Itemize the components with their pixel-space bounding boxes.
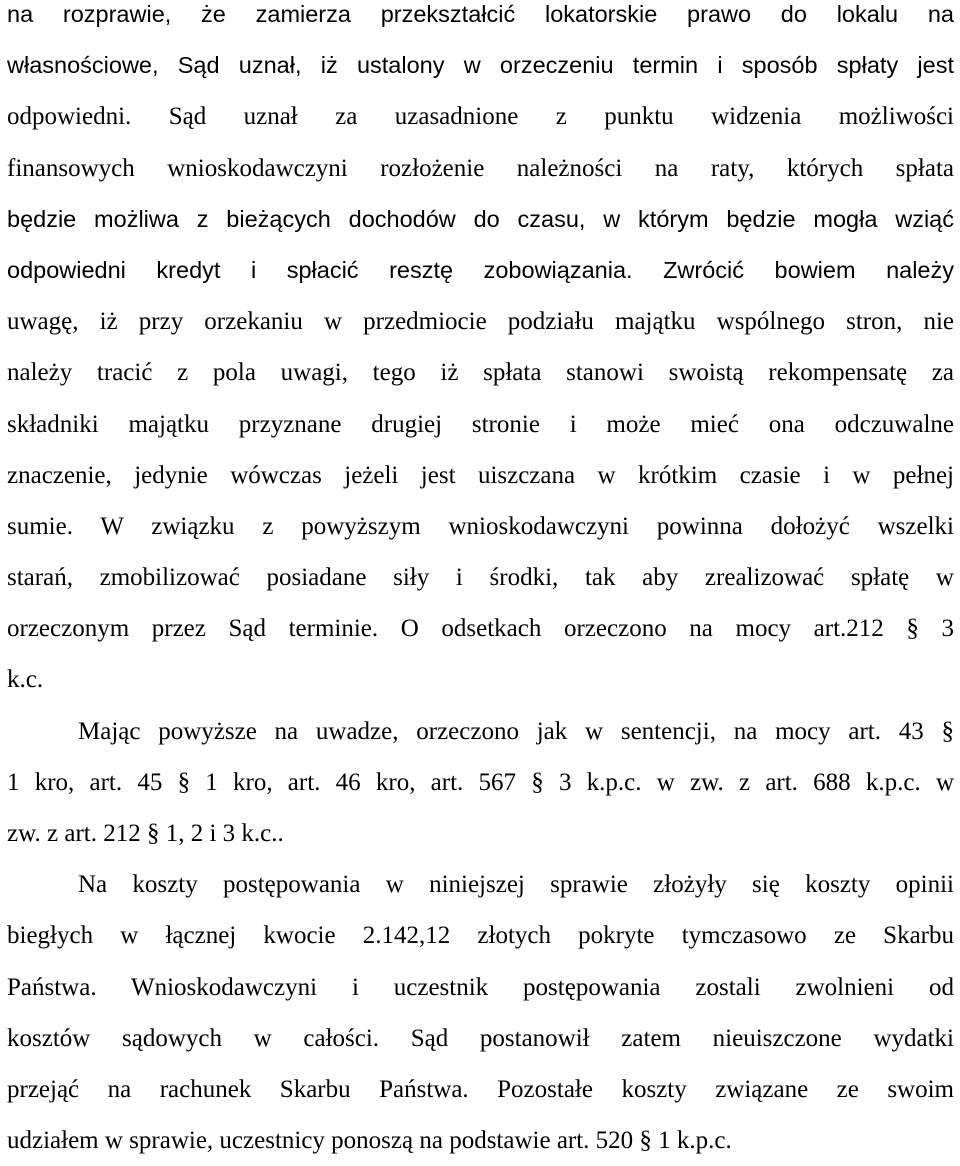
text-line: kosztów sądowych w całości. Sąd postanowił zatem nieuiszczone wydatki <box>7 1024 954 1052</box>
text-line: własnościowe, Sąd uznał, iż ustalony w orzeczeniu termin i sposób spłaty jest <box>7 52 954 79</box>
text-line: znaczenie, jedynie wówczas jeżeli jest uiszczana w krótkim czasie i w pełnej <box>7 461 954 489</box>
text-line: na rozprawie, że zamierza przekształcić lokatorskie prawo do lokalu na <box>7 1 954 27</box>
text-line: k.c. <box>7 666 44 694</box>
text-line: udziałem w sprawie, uczestnicy ponoszą na podstawie art. 520 § 1 k.p.c. <box>7 1127 732 1155</box>
text-line: odpowiedni kredyt i spłacić resztę zobowiązania. Zwrócić bowiem należy <box>7 256 954 283</box>
text-line: zw. z art. 212 § 1, 2 i 3 k.c.. <box>7 820 284 847</box>
text-line: 1 kro, art. 45 § 1 kro, art. 46 kro, art. 567 § 3 k.p.c. w zw. z art. 688 k.p.c. w <box>7 768 954 796</box>
text-line: uwagę, iż przy orzekaniu w przedmiocie podziału majątku wspólnego stron, nie <box>7 308 954 336</box>
text-line: odpowiedni. Sąd uznał za uzasadnione z punktu widzenia możliwości <box>7 103 954 131</box>
text-line: składniki majątku przyznane drugiej stronie i może mieć ona odczuwalne <box>7 410 954 438</box>
text-line: Państwa. Wnioskodawczyni i uczestnik postępowania zostali zwolnieni od <box>7 973 954 1001</box>
text-line: Na koszty postępowania w niniejszej sprawie złożyły się koszty opinii <box>78 871 954 899</box>
text-line: będzie możliwa z bieżących dochodów do czasu, w którym będzie mogła wziąć <box>7 205 954 232</box>
text-line: przejąć na rachunek Skarbu Państwa. Pozostałe koszty związane ze swoim <box>7 1075 954 1103</box>
text-line: sumie. W związku z powyższym wnioskodawczyni powinna dołożyć wszelki <box>7 512 954 540</box>
text-line: finansowych wnioskodawczyni rozłożenie należności na raty, których spłata <box>7 154 954 182</box>
text-line: Mając powyższe na uwadze, orzeczono jak w sentencji, na mocy art. 43 § <box>78 717 954 745</box>
text-line: starań, zmobilizować posiadane siły i środki, tak aby zrealizować spłatę w <box>7 564 954 592</box>
text-line: orzeczonym przez Sąd terminie. O odsetkach orzeczono na mocy art.212 § 3 <box>7 615 954 643</box>
text-line: biegłych w łącznej kwocie 2.142,12 złotych pokryte tymczasowo ze Skarbu <box>7 922 954 950</box>
text-line: należy tracić z pola uwagi, tego iż spłata stanowi swoistą rekompensatę za <box>7 359 954 387</box>
